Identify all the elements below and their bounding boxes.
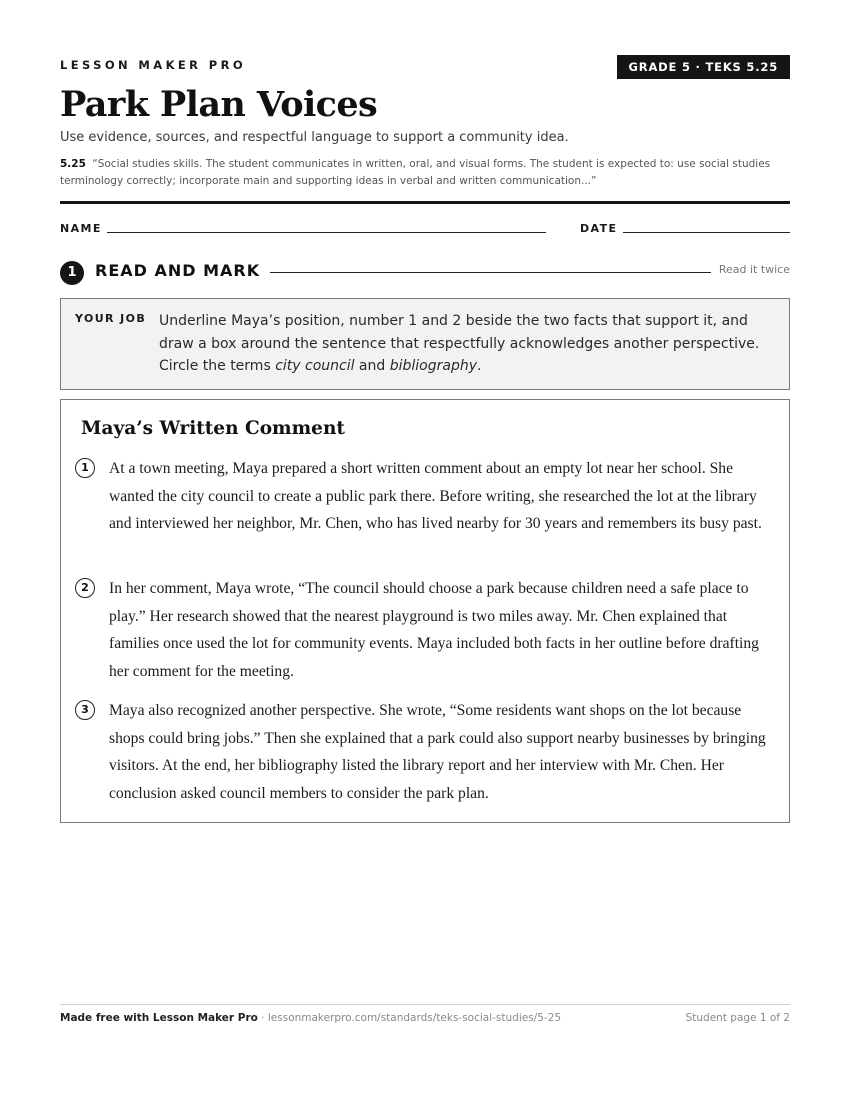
written-comment-box	[60, 399, 790, 823]
section-note: Read it twice	[718, 263, 790, 276]
date-field[interactable]	[623, 232, 790, 233]
paragraph-number-badge: 3	[75, 700, 95, 720]
footer-url: · lessonmakerpro.com/standards/teks-social-studies/5-25	[257, 1012, 562, 1024]
your-job-label: YOUR JOB	[75, 312, 147, 325]
your-job-instructions: Underline Maya’s position, number 1 and 2 beside the two facts that support it, and draw a box around the sentence that respectfully acknowledges another perspective. Circle the terms city council and bibliography.	[159, 313, 760, 374]
paragraph	[75, 575, 775, 687]
paragraph-number-badge: 2	[75, 578, 95, 598]
standard-statement	[60, 156, 785, 190]
term-city-council: city council	[275, 358, 355, 374]
header-divider	[60, 201, 790, 204]
date-label: DATE	[580, 222, 618, 235]
standard-text: “Social studies skills. The student communicates in written, oral, and visual forms. The student is expected to: use social studies terminology correctly; incorporate main and supporting ideas in verbal and written communication...”	[60, 158, 771, 187]
page-subtitle: Use evidence, sources, and respectful language to support a community idea.	[60, 130, 569, 145]
paragraph-text: Maya also recognized another perspective. She wrote, “Some residents want shops on the lot because shops could bring jobs.” Then she explained that a park could also support nearby businesses by bringing visitors. At the end, her bibliography listed the library report and her interview with Mr. Chen. Her conclusion asked council members to consider the park plan.	[109, 702, 766, 802]
term-bibliography: bibliography	[389, 358, 478, 374]
paragraph-text: In her comment, Maya wrote, “The council should choose a park because children need a safe place to play.” Her research showed that the nearest playground is two miles away. Mr. Chen explained that families once used the lot for community events. Maya included both facts in her outline before drafting her comment for the meeting.	[109, 580, 759, 680]
paragraph	[75, 455, 775, 567]
page-indicator: Student page 1 of 2	[685, 1012, 790, 1024]
brand-name: LESSON MAKER PRO	[60, 58, 247, 72]
your-job-box	[60, 298, 790, 390]
paragraph-text: At a town meeting, Maya prepared a short written comment about an empty lot near her school. She wanted the city council to create a public park there. Before writing, she researched the lot at the library and interviewed her neighbor, Mr. Chen, who has lived nearby for 30 years and remembers its busy past.	[109, 460, 762, 532]
comment-heading: Maya’s Written Comment	[81, 418, 345, 439]
grade-badge: GRADE 5 · TEKS 5.25	[617, 55, 790, 79]
section-title: READ AND MARK	[95, 261, 261, 280]
paragraph	[75, 697, 775, 809]
section-number-badge: 1	[60, 261, 84, 285]
page-title: Park Plan Voices	[60, 84, 378, 125]
standard-code: 5.25	[60, 158, 86, 170]
footer-divider	[60, 1004, 790, 1005]
name-label: NAME	[60, 222, 102, 235]
paragraph-number-badge: 1	[75, 458, 95, 478]
section-rule	[270, 272, 711, 273]
name-field[interactable]	[107, 232, 546, 233]
footer-credit	[60, 1012, 561, 1024]
footer-made-with: Made free with Lesson Maker Pro	[60, 1012, 258, 1024]
